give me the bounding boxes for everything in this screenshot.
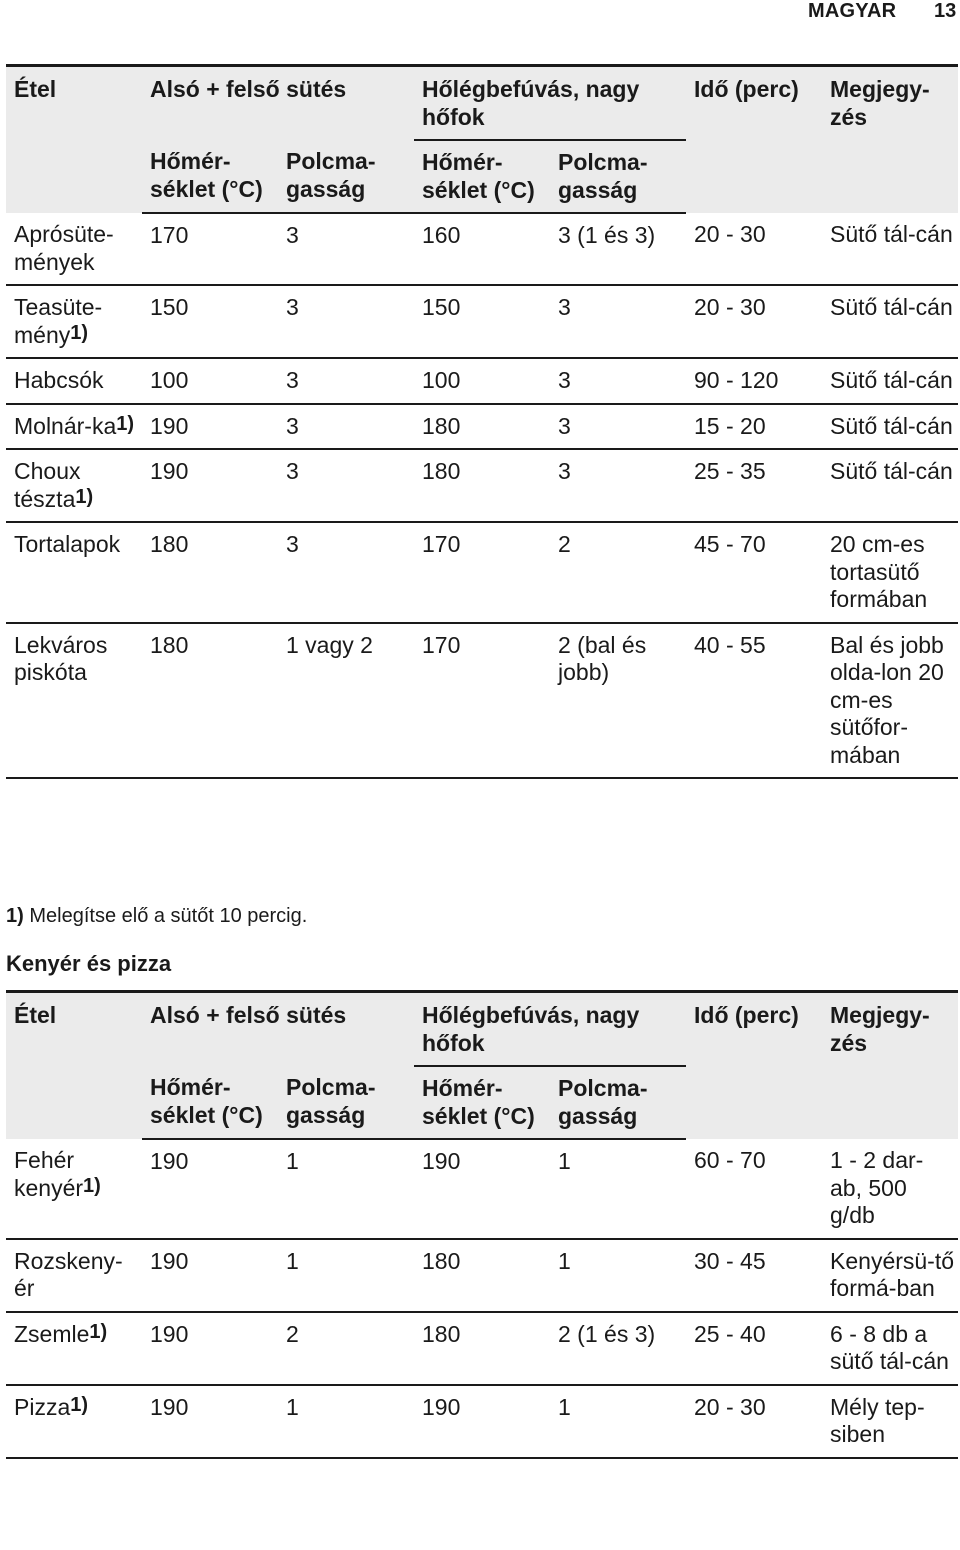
shelf-cell: 3 (278, 285, 414, 358)
header-note: Megjegy-zés (822, 992, 958, 1140)
temp-cell: 190 (142, 1239, 278, 1312)
food-cell: Choux tészta$^{1)}$ (6, 449, 142, 522)
header-time: Idő (perc) (686, 992, 822, 1140)
shelf-cell: 3 (1 és 3) (550, 213, 686, 285)
note-cell: Sütő tál-cán (822, 213, 958, 285)
food-cell: Zsemle$^{1)}$ (6, 1312, 142, 1385)
header-note: Megjegy-zés (822, 66, 958, 214)
food-cell: Aprósüte-mények (6, 213, 142, 285)
time-cell: 30 - 45 (686, 1239, 822, 1312)
shelf-cell: 3 (550, 449, 686, 522)
note-cell: 1 - 2 dar-ab, 500 g/db (822, 1139, 958, 1239)
food-cell: Habcsók (6, 358, 142, 404)
shelf-cell: 1 (278, 1385, 414, 1458)
temp-cell: 180 (414, 449, 550, 522)
table-row (6, 1239, 958, 1312)
food-cell: Teasüte-mény$^{1)}$ (6, 285, 142, 358)
header-temp-2: Hőmér-séklet (°C) (414, 140, 550, 213)
temp-cell: 190 (414, 1139, 550, 1239)
note-cell: Sütő tál-cán (822, 285, 958, 358)
temp-cell: 150 (414, 285, 550, 358)
shelf-cell: 2 (550, 522, 686, 623)
food-cell: Pizza$^{1)}$ (6, 1385, 142, 1458)
temp-cell: 190 (142, 1312, 278, 1385)
shelf-cell: 3 (550, 358, 686, 404)
table-row (6, 1385, 958, 1458)
header-temp-1: Hőmér-séklet (°C) (142, 140, 278, 213)
food-cell: Rozskeny-ér (6, 1239, 142, 1312)
temp-cell: 180 (414, 1239, 550, 1312)
shelf-cell: 3 (550, 404, 686, 450)
footnote-text: Melegítse elő a sütőt 10 percig. (29, 905, 308, 927)
baking-table (6, 64, 958, 779)
table-row (6, 449, 958, 522)
shelf-cell: 1 (550, 1385, 686, 1458)
shelf-cell: 1 (278, 1239, 414, 1312)
food-cell: Lekváros piskóta (6, 623, 142, 779)
temp-cell: 190 (414, 1385, 550, 1458)
note-cell: 6 - 8 db a sütő tál-cán (822, 1312, 958, 1385)
table-row (6, 522, 958, 623)
bread-pizza-table (6, 990, 958, 1459)
table-row (6, 1139, 958, 1239)
temp-cell: 170 (414, 522, 550, 623)
footnote-mark: 1) (6, 905, 24, 927)
time-cell: 25 - 40 (686, 1312, 822, 1385)
shelf-cell: 1 (550, 1139, 686, 1239)
header-shelf-1: Polcma-gasság (278, 1066, 414, 1139)
temp-cell: 100 (414, 358, 550, 404)
header-fan-max: Hőlégbefúvás, nagy hőfok (414, 66, 686, 141)
time-cell: 15 - 20 (686, 404, 822, 450)
temp-cell: 100 (142, 358, 278, 404)
shelf-cell: 1 (278, 1139, 414, 1239)
header-shelf-2: Polcma-gasság (550, 1066, 686, 1139)
temp-cell: 180 (414, 1312, 550, 1385)
note-cell: Sütő tál-cán (822, 449, 958, 522)
header-top-bottom: Alsó + felső sütés (142, 66, 414, 141)
time-cell: 40 - 55 (686, 623, 822, 779)
note-cell: Kenyérsü-tő formá-ban (822, 1239, 958, 1312)
shelf-cell: 3 (278, 358, 414, 404)
food-cell: Tortalapok (6, 522, 142, 623)
time-cell: 60 - 70 (686, 1139, 822, 1239)
temp-cell: 180 (142, 623, 278, 779)
shelf-cell: 1 vagy 2 (278, 623, 414, 779)
table-row (6, 1312, 958, 1385)
shelf-cell: 3 (550, 285, 686, 358)
time-cell: 20 - 30 (686, 213, 822, 285)
page-header (0, 0, 960, 38)
food-cell: Fehér kenyér$^{1)}$ (6, 1139, 142, 1239)
temp-cell: 190 (142, 449, 278, 522)
shelf-cell: 3 (278, 404, 414, 450)
table-row (6, 213, 958, 285)
header-shelf-2: Polcma-gasság (550, 140, 686, 213)
time-cell: 20 - 30 (686, 285, 822, 358)
footnote (6, 905, 307, 928)
time-cell: 45 - 70 (686, 522, 822, 623)
table-row (6, 404, 958, 450)
note-cell: Sütő tál-cán (822, 404, 958, 450)
temp-cell: 190 (142, 1139, 278, 1239)
header-time: Idő (perc) (686, 66, 822, 214)
note-cell: Bal és jobb olda-lon 20 cm-es sütőfor-mában (822, 623, 958, 779)
temp-cell: 150 (142, 285, 278, 358)
temp-cell: 180 (414, 404, 550, 450)
temp-cell: 190 (142, 404, 278, 450)
note-cell: Mély tep-siben (822, 1385, 958, 1458)
time-cell: 20 - 30 (686, 1385, 822, 1458)
note-cell: 20 cm-es tortasütő formában (822, 522, 958, 623)
temp-cell: 190 (142, 1385, 278, 1458)
language-label: MAGYAR (808, 0, 897, 22)
table-row (6, 358, 958, 404)
header-top-bottom: Alsó + felső sütés (142, 992, 414, 1067)
shelf-cell: 1 (550, 1239, 686, 1312)
page-number: 13 (934, 0, 957, 22)
header-shelf-1: Polcma-gasság (278, 140, 414, 213)
temp-cell: 170 (414, 623, 550, 779)
temp-cell: 170 (142, 213, 278, 285)
shelf-cell: 3 (278, 213, 414, 285)
shelf-cell: 2 (bal és jobb) (550, 623, 686, 779)
food-cell: Molnár-ka$^{1)}$ (6, 404, 142, 450)
shelf-cell: 2 (278, 1312, 414, 1385)
shelf-cell: 2 (1 és 3) (550, 1312, 686, 1385)
temp-cell: 160 (414, 213, 550, 285)
header-temp-1: Hőmér-séklet (°C) (142, 1066, 278, 1139)
note-cell: Sütő tál-cán (822, 358, 958, 404)
time-cell: 25 - 35 (686, 449, 822, 522)
table-row (6, 285, 958, 358)
header-temp-2: Hőmér-séklet (°C) (414, 1066, 550, 1139)
header-food: Étel (6, 66, 142, 214)
section-title: Kenyér és pizza (6, 951, 172, 976)
header-fan-max: Hőlégbefúvás, nagy hőfok (414, 992, 686, 1067)
shelf-cell: 3 (278, 449, 414, 522)
header-food: Étel (6, 992, 142, 1140)
time-cell: 90 - 120 (686, 358, 822, 404)
temp-cell: 180 (142, 522, 278, 623)
table-row (6, 623, 958, 779)
shelf-cell: 3 (278, 522, 414, 623)
